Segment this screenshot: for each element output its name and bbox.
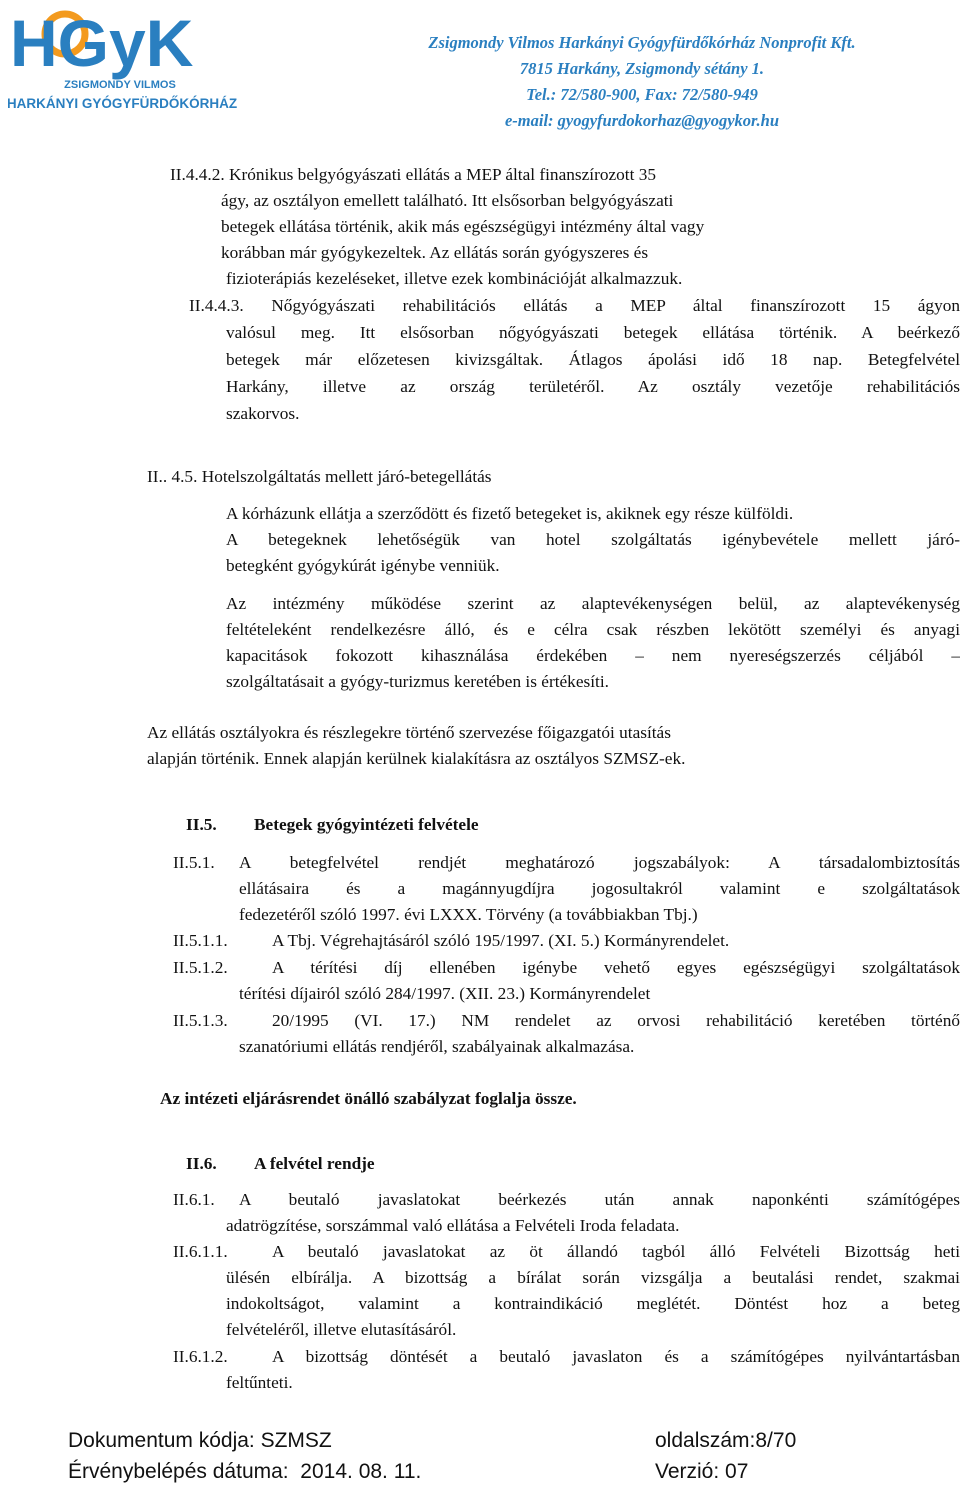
para-ii45-a-line3: betegként gyógykúrát igénybe venniük. [226,556,500,575]
bold-note: Az intézeti eljárásrendet önálló szabályzat foglalja össze. [160,1089,577,1108]
item-ii51-line1: A betegfelvétel rendjét meghatározó jogszabályok: A társadalombiztosítás [239,853,960,872]
para-ii442-line3: betegek ellátása történik, akik más egészségügyi intézmény által vagy [221,217,705,236]
hospital-logo [8,4,258,122]
heading-ii5-number: II.5. [186,815,217,834]
item-ii611-number: II.6.1.1. [173,1242,228,1261]
para-ii443-line4: Harkány, illetve az ország területéről. Az osztály vezetője rehabilitációs [226,377,960,396]
footer-effective-date: Érvénybelépés dátuma: 2014. 08. 11. [68,1460,422,1483]
item-ii511-line1: A Tbj. Végrehajtásáról szóló 195/1997. (XI. 5.) Kormányrendelet. [272,931,730,950]
item-ii51-line2: ellátásaira és a magánnyugdíjra jogosultakról valamint e szolgáltatások [239,879,960,898]
header-address: 7815 Harkány, Zsigmondy sétány 1. [519,59,765,78]
item-ii611-line2: ülésén elbírálja. A bizottság a bírálat során vizsgálja a beutalási rendet, szakmai [226,1268,960,1287]
item-ii61-line2: adatrögzítése, sorszámmal való ellátása a Felvételi Iroda feladata. [226,1216,680,1235]
para-ii45-a-line2: A betegeknek lehetőségük van hotel szolgáltatás igénybevétele mellett járó- [226,530,960,549]
para-ii45-b-line4: szolgáltatásait a gyógy-turizmus keretében is értékesíti. [226,672,609,691]
heading-ii6-title: A felvétel rendje [254,1154,375,1173]
para-ii443-line2: valósul meg. Itt elsősorban nőgyógyászati betegek ellátása történik. A beérkező [226,323,960,342]
header-email: e-mail: gyogyfurdokorhaz@gyogykor.hu [504,111,780,130]
item-ii513-line2: szanatóriumi ellátás rendjéről, szabályainak alkalmazása. [239,1037,635,1056]
item-ii611-line4: felvételéről, illetve elutasításáról. [226,1320,457,1339]
item-ii611-line3: indokoltságot, valamint a kontraindikáció meglétét. Döntést hoz a beteg [226,1294,960,1313]
item-ii61-line1: A beutaló javaslatokat beérkezés után annak naponkénti számítógépes [239,1190,960,1209]
footer-doc-code: Dokumentum kódja: SZMSZ [68,1429,332,1452]
item-ii512-number: II.5.1.2. [173,958,228,977]
para-ii45-b-line2: feltételeként rendelkezésre álló, és e célra csak részben lekötött személyi és anyagi [226,620,960,639]
heading-ii45: II.. 4.5. Hotelszolgáltatás mellett járó-betegellátás [147,467,492,486]
heading-ii6-number: II.6. [186,1154,217,1173]
item-ii51-line3: fedezetéről szóló 1997. évi LXXX. Törvény (a továbbiakban Tbj.) [239,905,698,924]
logo-mark-text: HGyK [10,6,194,80]
item-ii51-number: II.5.1. [173,853,215,872]
footer-page-number: oldalszám:8/70 [655,1429,797,1452]
para-ii443-line1: II.4.4.3. Nőgyógyászati rehabilitációs ellátás a MEP által finanszírozott 15 ágyon [189,296,960,315]
para-ii442-line5: fizioterápiás kezeléseket, illetve ezek kombinációját alkalmazzuk. [226,269,683,288]
para-ii442-line2: ágy, az osztályon emellett található. Itt elsősorban belgyógyászati [221,191,674,210]
logo-sub-hospital: HARKÁNYI GYÓGYFÜRDŐKÓRHÁZ [8,96,238,111]
item-ii511-number: II.5.1.1. [173,931,228,950]
item-ii61-number: II.6.1. [173,1190,215,1209]
para-ii443-line5: szakorvos. [226,404,300,423]
item-ii612-line1: A bizottság döntését a beutaló javaslaton és a számítógépes nyilvántartásban [272,1347,960,1366]
header-company-name: Zsigmondy Vilmos Harkányi Gyógyfürdőkórház Nonprofit Kft. [428,33,856,52]
para-ii45-b-line3: kapacitások fokozott kihasználása érdekében – nem nyereségszerzés céljából – [226,646,960,665]
para-ii443-line3: betegek már előzetesen kivizsgáltak. Átlagos ápolási idő 18 nap. Betegfelvétel [226,350,960,369]
para-ii45-b-line1: Az intézmény működése szerint az alaptevékenységen belül, az alaptevékenység [226,594,960,613]
para-ii442-line4: korábban már gyógykezeltek. Az ellátás során gyógyszeres és [221,243,649,262]
logo-sub-name: ZSIGMONDY VILMOS [64,79,176,91]
para-ii442-line1: II.4.4.2. Krónikus belgyógyászati ellátás a MEP által finanszírozott 35 [170,165,656,184]
item-ii612-number: II.6.1.2. [173,1347,228,1366]
item-ii512-line2: térítési díjairól szóló 284/1997. (XII. 23.) Kormányrendelet [239,984,651,1003]
item-ii612-line2: feltűnteti. [226,1373,293,1392]
header-phone-fax: Tel.: 72/580-900, Fax: 72/580-949 [526,85,758,104]
item-ii512-line1: A térítési díj ellenében igénybe vehető egyes egészségügyi szolgáltatások [272,958,960,977]
heading-ii5-title: Betegek gyógyintézeti felvétele [254,815,479,834]
para-org-line1: Az ellátás osztályokra és részlegekre történő szervezése főigazgatói utasítás [147,723,671,742]
item-ii513-line1: 20/1995 (VI. 17.) NM rendelet az orvosi rehabilitáció keretében történő [272,1011,960,1030]
logo-graphic [8,4,258,122]
para-ii45-a-line1: A kórházunk ellátja a szerződött és fizető betegeket is, akiknek egy része külföldi. [226,504,794,523]
para-org-line2: alapján történik. Ennek alapján kerülnek kialakításra az osztályos SZMSZ-ek. [147,749,686,768]
item-ii513-number: II.5.1.3. [173,1011,228,1030]
item-ii611-line1: A beutaló javaslatokat az öt állandó tagból álló Felvételi Bizottság heti [272,1242,960,1261]
footer-version: Verzió: 07 [655,1460,749,1483]
